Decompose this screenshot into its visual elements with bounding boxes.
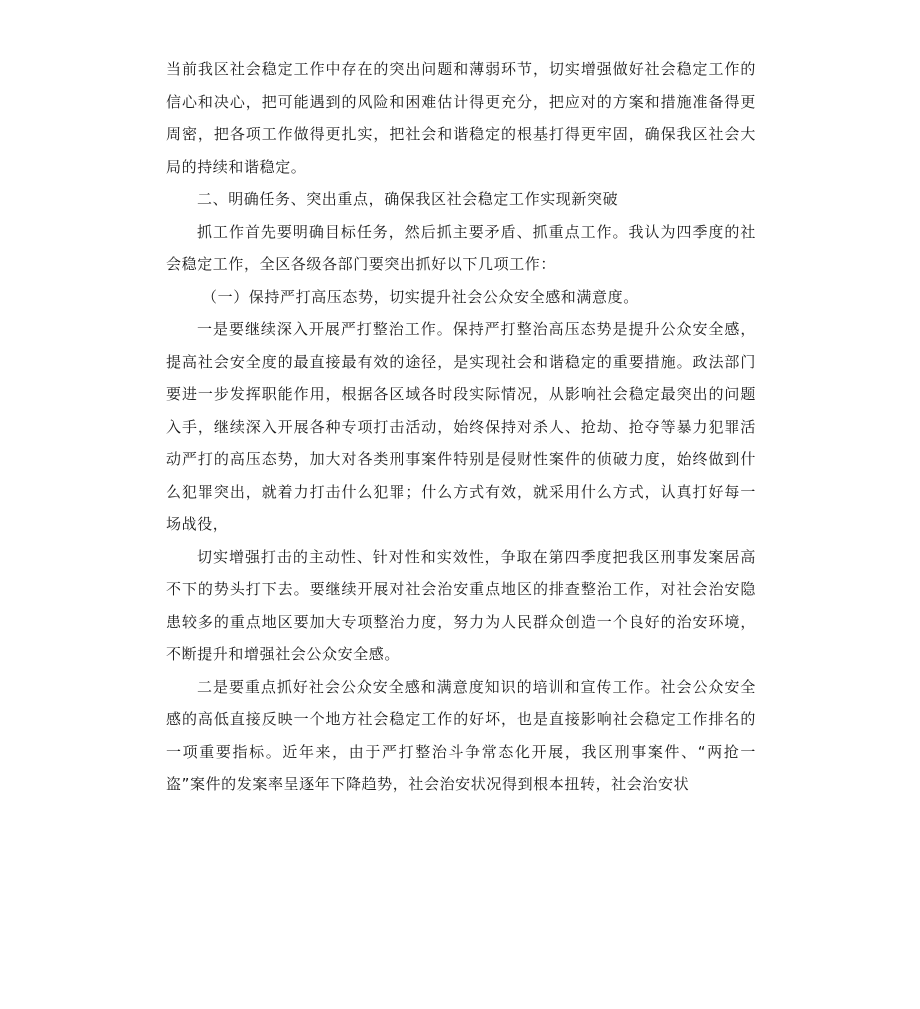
paragraph-intro: 当前我区社会稳定工作中存在的突出问题和薄弱环节，切实增强做好社会稳定工作的信心和决心，把可能遇到的风险和困难估计得更充分，把应对的方案和措施准备得更周密，把各项工作做得更扎实，把社会和谐稳定的根基打得更牢固，确保我区社会大局的持续和谐稳定。: [166, 60, 756, 176]
subsection-heading: （一）保持严打高压态势，切实提升社会公众安全感和满意度。: [202, 287, 639, 306]
paragraph-training: 二是要重点抓好社会公众安全感和满意度知识的培训和宣传工作。社会公众安全感的高低直接反映一个地方社会稳定工作的好坏，也是直接影响社会稳定工作排名的一项重要指标。近年来，由于严打整治斗争常态化开展，我区刑事案件、“两抢一盗”案件的发案率呈逐年下降趋势，社会治安状况得到根本扭转，社会治安状: [166, 677, 756, 793]
document-body: [166, 53, 756, 801]
paragraph-tasks: 抓工作首先要明确目标任务，然后抓主要矛盾、抓重点工作。我认为四季度的社会稳定工作，全区各级各部门要突出抓好以下几项工作：: [166, 222, 756, 273]
paragraph-crackdown: 一是要继续深入开展严打整治工作。保持严打整治高压态势是提升公众安全感，提高社会安全度的最直接最有效的途径，是实现社会和谐稳定的重要措施。政法部门要进一步发挥职能作用，根据各区域各时段实际情况，从影响社会稳定最突出的问题入手，继续深入开展各种专项打击活动，始终保持对杀人、抢劫、抢夺等暴力犯罪活动严打的高压态势，加大对各类刑事案件特别是侵财性案件的侦破力度，始终做到什么犯罪突出，就着力打击什么犯罪；什么方式有效，就采用什么方式，认真打好每一场战役，: [166, 320, 756, 533]
section-heading: 二、明确任务、突出重点，确保我区社会稳定工作实现新突破: [197, 190, 619, 208]
paragraph-initiative: 切实增强打击的主动性、针对性和实效性，争取在第四季度把我区刑事发案居高不下的势头打下去。要继续开展对社会治安重点地区的排查整治工作，对社会治安隐患较多的重点地区要加大专项整治力度，努力为人民群众创造一个良好的治安环境，不断提升和增强社会公众安全感。: [166, 547, 756, 663]
